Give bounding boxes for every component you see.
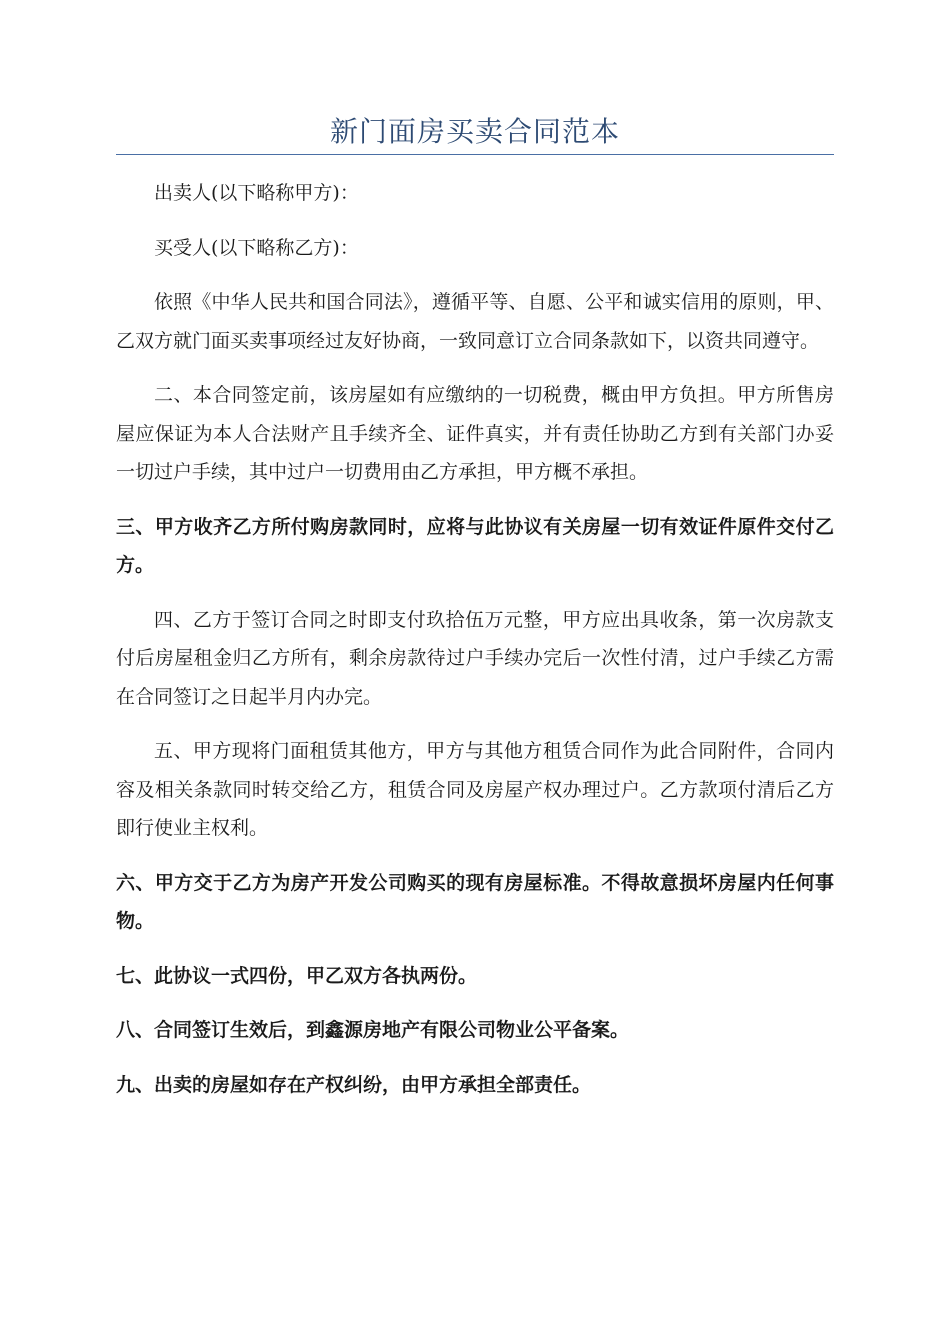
clause-7: 七、此协议一式四份，甲乙双方各执两份。 xyxy=(116,964,478,987)
paragraph-preamble: 依照《中华人民共和国合同法》，遵循平等、自愿、公平和诚实信用的原则，甲、乙双方就门面买卖事项经过友好协商，一致同意订立合同条款如下，以资共同遵守。 xyxy=(116,291,834,352)
paragraph-buyer: 买受人(以下略称乙方)： xyxy=(154,236,359,259)
clause-9: 九、出卖的房屋如存在产权纠纷，由甲方承担全部责任。 xyxy=(116,1073,592,1096)
document-body xyxy=(116,174,834,1120)
document-title: 新门面房买卖合同范本 xyxy=(329,115,620,148)
clause-4: 四、乙方于签订合同之时即支付玖拾伍万元整，甲方应出具收条，第一次房款支付后房屋租金归乙方所有，剩余房款待过户手续办完后一次性付清，过户手续乙方需在合同签订之日起半月内办完。 xyxy=(116,608,834,708)
clause-2: 二、本合同签定前，该房屋如有应缴纳的一切税费，概由甲方负担。甲方所售房屋应保证为本人合法财产且手续齐全、证件真实，并有责任协助乙方到有关部门办妥一切过户手续，其中过户一切费用由乙方承担，甲方概不承担。 xyxy=(116,384,834,483)
clause-6: 六、甲方交于乙方为房产开发公司购买的现有房屋标准。不得故意损坏房屋内任何事物。 xyxy=(116,871,834,932)
clause-3: 三、甲方收齐乙方所付购房款同时，应将与此协议有关房屋一切有效证件原件交付乙方。 xyxy=(116,515,834,576)
paragraph-seller: 出卖人(以下略称甲方)： xyxy=(154,182,359,204)
clause-5: 五、甲方现将门面租赁其他方，甲方与其他方租赁合同作为此合同附件，合同内容及相关条款同时转交给乙方，租赁合同及房屋产权办理过户。乙方款项付清后乙方即行使业主权利。 xyxy=(116,740,834,839)
clause-8: 八、合同签订生效后，到鑫源房地产有限公司物业公平备案。 xyxy=(116,1019,630,1041)
title-underline xyxy=(116,154,834,155)
